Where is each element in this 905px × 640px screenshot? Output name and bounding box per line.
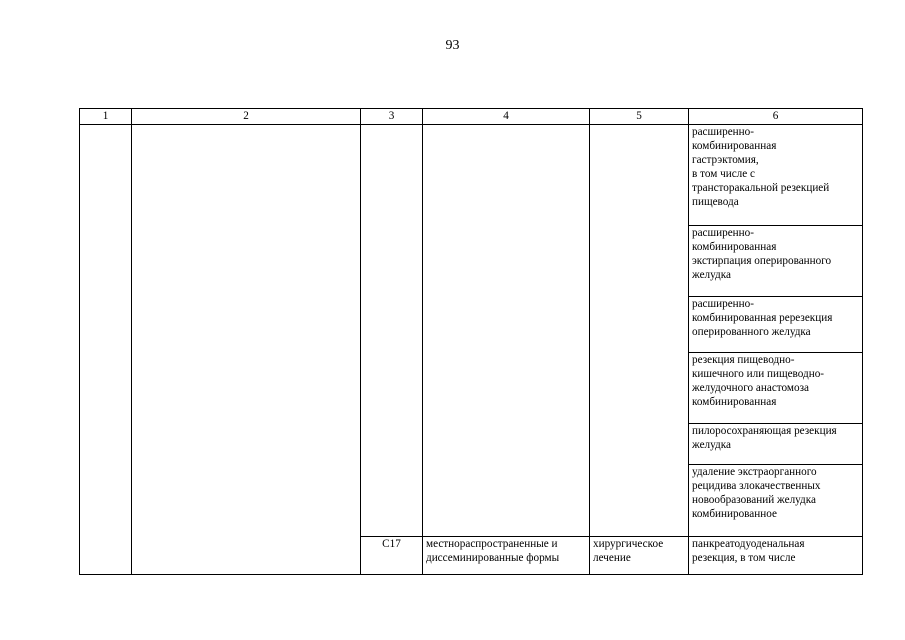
treatment-cell <box>590 537 689 575</box>
method-line: комбинированная ререзекция <box>692 312 833 324</box>
method-line: резекция пищеводно- <box>692 354 795 366</box>
header-col-1: 1 <box>80 109 132 125</box>
table-row <box>80 125 863 226</box>
method-line: в том числе с <box>692 168 755 180</box>
model-line: диссеминированные формы <box>426 552 560 564</box>
method-line: панкреатодуоденальная <box>692 538 805 550</box>
method-line: желудка <box>692 439 731 451</box>
header-col-3: 3 <box>361 109 423 125</box>
method-line: комбинированная <box>692 396 777 408</box>
method-line: экстирпация оперированного <box>692 255 832 267</box>
method-line: резекция, в том числе <box>692 552 796 564</box>
method-cell <box>689 353 863 424</box>
header-col-4: 4 <box>423 109 590 125</box>
method-line: расширенно- <box>692 227 754 239</box>
method-cell <box>689 465 863 537</box>
header-row <box>80 109 863 125</box>
model-line: местнораспространенные и <box>426 538 558 550</box>
method-line: расширенно- <box>692 126 754 138</box>
medical-care-table <box>79 108 863 575</box>
method-cell <box>689 297 863 353</box>
method-line: расширенно- <box>692 298 754 310</box>
method-line: пилоросохраняющая резекция <box>692 425 837 437</box>
method-line: кишечного или пищеводно- <box>692 368 825 380</box>
col-5-cell <box>590 125 689 537</box>
header-col-2: 2 <box>132 109 361 125</box>
method-line: комбинированная <box>692 241 777 253</box>
col-2-cell <box>132 125 361 575</box>
method-line: желудочного анастомоза <box>692 382 809 394</box>
method-line: гастрэктомия, <box>692 154 759 166</box>
method-line: удаление экстраорганного <box>692 466 817 478</box>
method-cell <box>689 125 863 226</box>
treatment-line: лечение <box>593 552 631 564</box>
method-line: новообразований желудка <box>692 494 816 506</box>
method-cell <box>689 537 863 575</box>
col-1-cell <box>80 125 132 575</box>
method-cell <box>689 226 863 297</box>
method-line: пищевода <box>692 196 739 208</box>
col-3-cell <box>361 125 423 537</box>
col-4-cell <box>423 125 590 537</box>
method-line: комбинированная <box>692 140 777 152</box>
treatment-line: хирургическое <box>593 538 664 550</box>
code-cell: C17 <box>361 537 423 575</box>
method-line: желудка <box>692 269 731 281</box>
header-col-5: 5 <box>590 109 689 125</box>
header-col-6: 6 <box>689 109 863 125</box>
method-cell <box>689 424 863 465</box>
page-number: 93 <box>445 38 460 53</box>
method-line: рецидива злокачественных <box>692 480 821 492</box>
method-line: оперированного желудка <box>692 326 811 338</box>
method-line: комбинированное <box>692 508 777 520</box>
method-line: трансторакальной резекцией <box>692 182 830 194</box>
model-cell <box>423 537 590 575</box>
